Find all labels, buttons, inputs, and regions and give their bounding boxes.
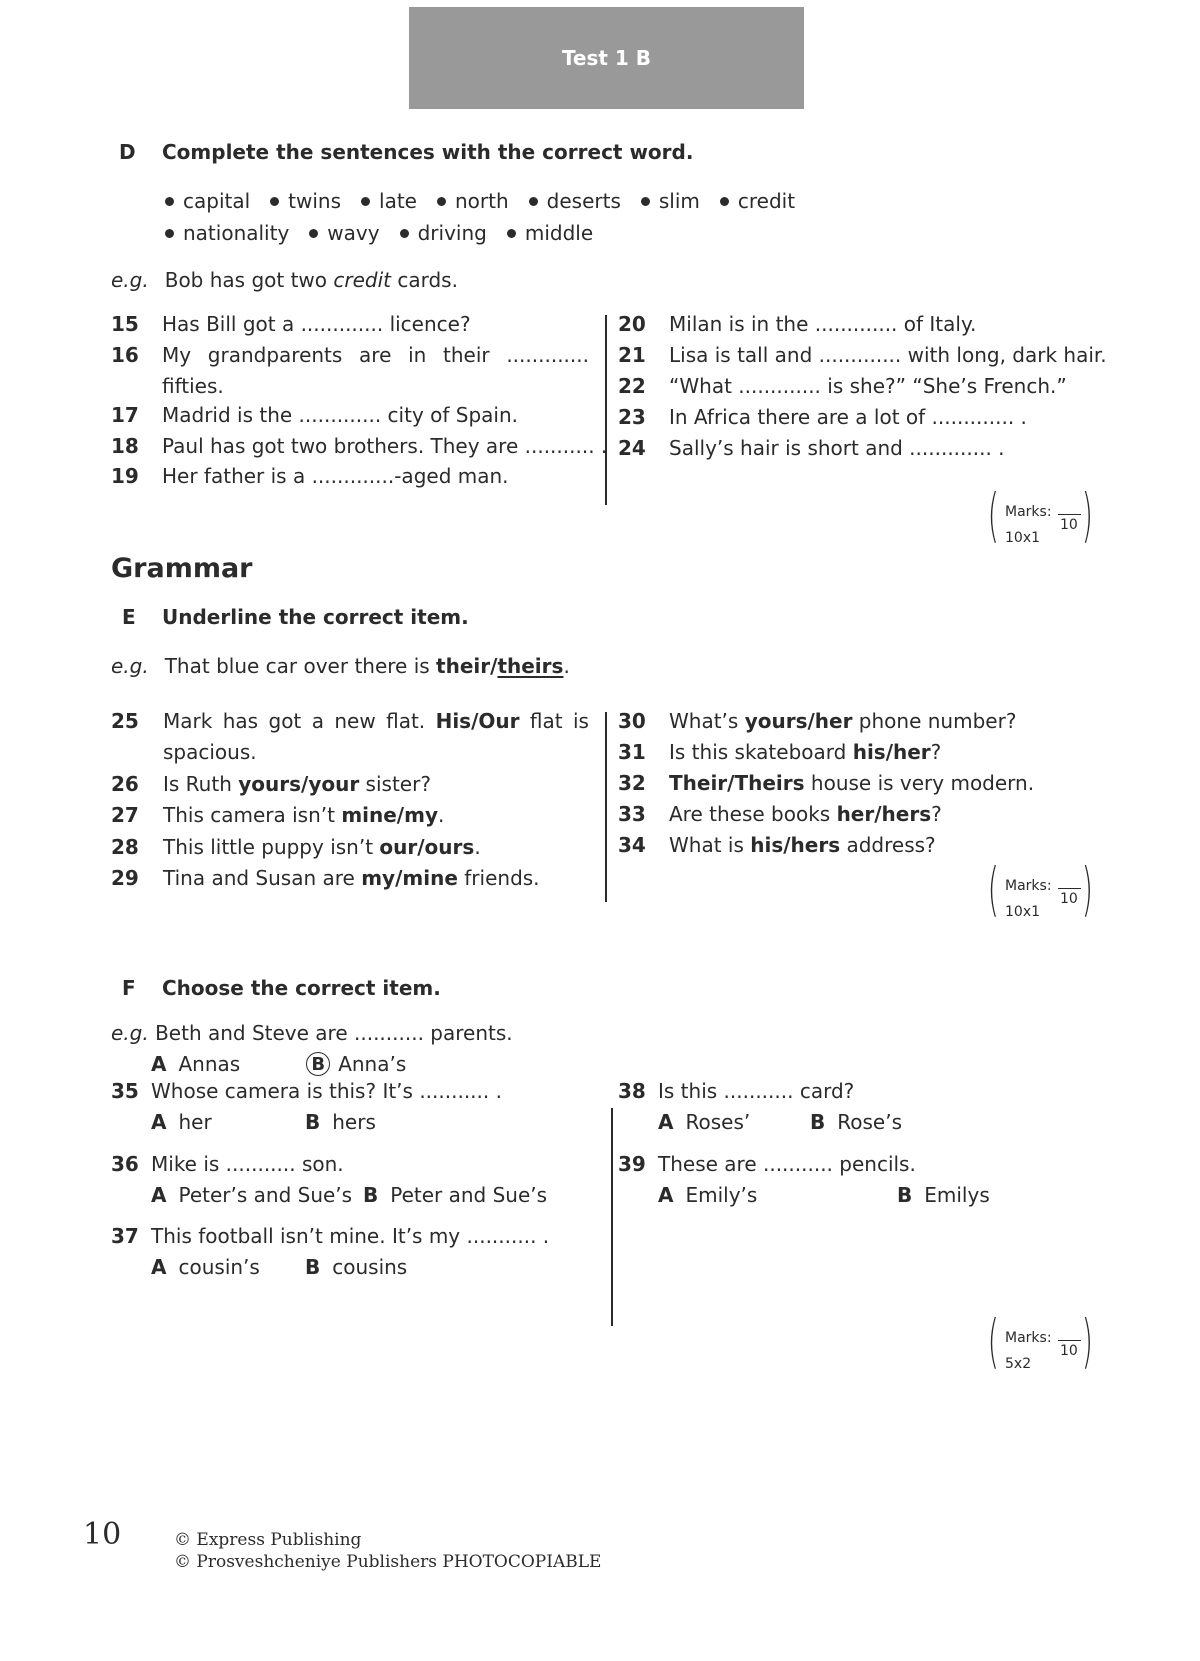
section-d-instruction: Complete the sentences with the correct word. (162, 140, 694, 164)
word-box-word: late (379, 189, 417, 213)
question-text: Is this ........... card? (658, 1079, 855, 1103)
sentence-15 (111, 308, 589, 340)
word-box-item (400, 221, 487, 245)
section-f-instruction: Choose the correct item. (162, 976, 441, 1000)
section-f-example (111, 1021, 513, 1045)
marks-close-paren: ) (1081, 855, 1093, 923)
word-box-item (507, 221, 593, 245)
word-box-word: wavy (327, 221, 380, 245)
sentence-text: This camera isn’t (163, 803, 342, 827)
word-box-item (529, 189, 621, 213)
marks-label: Marks: (1005, 504, 1052, 520)
bullet-icon (507, 229, 516, 238)
sentence-25 (111, 705, 589, 737)
option-b (810, 1106, 902, 1138)
marks-total: 10 (1060, 517, 1078, 533)
marks-count: 10x1 (1005, 530, 1041, 546)
item-number: 15 (111, 312, 139, 336)
sentence-word: ............. (506, 343, 589, 367)
sentence-34 (618, 829, 936, 861)
option-pair: my/mine (361, 866, 458, 890)
sentence-text-end: ? (930, 740, 942, 764)
word-box-item (720, 189, 795, 213)
option-b-text: Peter and Sue’s (390, 1183, 548, 1207)
option-pair: Their/Theirs (669, 771, 805, 795)
sentence-text: Is this skateboard (669, 740, 853, 764)
section-f-letter: F (122, 976, 136, 1000)
question-39 (618, 1148, 916, 1180)
question-36 (111, 1148, 344, 1180)
sentence-text-end: ? (931, 802, 942, 826)
option-b-letter: B (305, 1255, 321, 1279)
sentence-word: flat. (386, 709, 426, 733)
example-label: e.g. (111, 268, 149, 292)
option-pair: her/hers (836, 802, 932, 826)
sentence-word: has (222, 709, 259, 733)
word-box-item (437, 189, 509, 213)
sentence-20 (618, 308, 976, 340)
item-number: 25 (111, 709, 139, 733)
sentence-18 (111, 430, 608, 462)
example-text-end: cards. (391, 268, 458, 292)
marks-label: Marks: (1005, 878, 1052, 894)
bullet-icon (641, 197, 650, 206)
sentence-17 (111, 399, 589, 431)
page-number: 10 (83, 1517, 122, 1552)
sentence-31 (618, 736, 941, 768)
option-a-text: Peter’s and Sue’s (178, 1183, 353, 1207)
marks-blank (1058, 888, 1081, 889)
question-text: This football isn’t mine. It’s my ........... . (151, 1224, 550, 1248)
option-a-letter: A (151, 1110, 167, 1134)
item-number: 36 (111, 1152, 139, 1176)
marks-count: 10x1 (1005, 904, 1041, 920)
option-b-letter: B (897, 1183, 913, 1207)
option-a-letter: A (151, 1255, 167, 1279)
marks-total: 10 (1060, 891, 1078, 907)
bullet-icon (720, 197, 729, 206)
option-pair: His/Our (435, 709, 520, 733)
marks-blank (1058, 514, 1081, 515)
word-box-word: nationality (183, 221, 290, 245)
example-option-b-circled: B (306, 1052, 330, 1076)
item-number: 38 (618, 1079, 646, 1103)
word-box-word: north (455, 189, 509, 213)
sentence-text: Her father is a .............-aged man. (162, 464, 509, 488)
example-option-b: Anna’s (338, 1052, 407, 1076)
sentence-text: Tina and Susan are (163, 866, 362, 890)
example-text: Bob has got two (164, 268, 334, 292)
question-37 (111, 1220, 549, 1252)
word-box-word: slim (658, 189, 700, 213)
option-b (305, 1106, 376, 1138)
marks-total: 10 (1060, 1343, 1078, 1359)
section-d-example (111, 268, 458, 292)
question-text: These are ........... pencils. (658, 1152, 916, 1176)
column-divider (605, 315, 607, 505)
item-number: 27 (111, 803, 139, 827)
sentence-24 (618, 432, 1005, 464)
sentence-29 (111, 862, 589, 894)
sentence-text (163, 705, 589, 737)
option-a-letter: A (658, 1183, 674, 1207)
word-box-row-2 (165, 217, 815, 249)
sentence-text: Sally’s hair is short and ............. . (669, 436, 1005, 460)
bullet-icon (270, 197, 279, 206)
section-d-letter: D (119, 140, 136, 164)
option-a-text: Roses’ (685, 1110, 751, 1134)
test-title-banner (409, 7, 804, 109)
sentence-word: flat (529, 709, 563, 733)
item-number: 17 (111, 403, 139, 427)
sentence-text: What’s (669, 709, 745, 733)
word-box-word: capital (183, 189, 251, 213)
bullet-icon (309, 229, 318, 238)
test-title: Test 1 B (561, 46, 652, 70)
marks-open-paren: ( (987, 1307, 999, 1375)
sentence-26 (111, 768, 589, 800)
option-b (897, 1179, 990, 1211)
example-label: e.g. (111, 1021, 149, 1045)
sentence-text-end: . (438, 803, 445, 827)
sentence-text: This little puppy isn’t (163, 835, 380, 859)
sentence-continuation: fifties. (162, 374, 224, 398)
sentence-23 (618, 401, 1027, 433)
option-pair: yours/your (238, 772, 360, 796)
sentence-text-end: address? (840, 833, 936, 857)
example-option-a: Annas (178, 1052, 241, 1076)
sentence-text-end: sister? (359, 772, 431, 796)
option-pair: yours/her (744, 709, 853, 733)
marks-label: Marks: (1005, 1330, 1052, 1346)
sentence-word: My (162, 343, 192, 367)
marks-open-paren: ( (987, 481, 999, 549)
item-number: 21 (618, 343, 646, 367)
sentence-word: in (408, 343, 427, 367)
item-number: 30 (618, 709, 646, 733)
sentence-text: Milan is in the ............. of Italy. (669, 312, 977, 336)
sentence-text-end: friends. (457, 866, 540, 890)
sentence-text (162, 339, 589, 371)
option-pair: our/ours (379, 835, 475, 859)
item-number: 19 (111, 464, 139, 488)
word-box-item (165, 189, 250, 213)
sentence-19 (111, 460, 589, 492)
word-box-word: twins (288, 189, 342, 213)
sentence-16 (111, 339, 589, 371)
item-number: 20 (618, 312, 646, 336)
marks-close-paren: ) (1081, 481, 1093, 549)
example-word: credit (333, 268, 391, 292)
option-a-letter: A (658, 1110, 674, 1134)
sentence-27 (111, 799, 589, 831)
item-number: 18 (111, 434, 139, 458)
sentence-28 (111, 831, 589, 863)
marks-close-paren: ) (1081, 1307, 1093, 1375)
option-b (305, 1251, 407, 1283)
example-label: e.g. (111, 654, 149, 678)
item-number: 34 (618, 833, 646, 857)
option-b-text: Rose’s (837, 1110, 902, 1134)
option-b-text: Emilys (924, 1183, 990, 1207)
option-pair: mine/my (341, 803, 438, 827)
option-b-letter: B (363, 1183, 379, 1207)
example-text-end: . (563, 654, 570, 678)
marks-count: 5x2 (1005, 1356, 1032, 1372)
sentence-21 (618, 339, 1107, 371)
option-pair: his/her (852, 740, 931, 764)
section-e-example (111, 654, 570, 678)
sentence-word: Mark (163, 709, 213, 733)
sentence-word: got (268, 709, 302, 733)
item-number: 28 (111, 835, 139, 859)
item-number: 33 (618, 802, 646, 826)
bullet-icon (361, 197, 370, 206)
sentence-text: What is (669, 833, 751, 857)
item-number: 31 (618, 740, 646, 764)
word-box-item (361, 189, 417, 213)
bullet-icon (400, 229, 409, 238)
question-38 (618, 1075, 854, 1107)
item-number: 29 (111, 866, 139, 890)
option-a (658, 1106, 750, 1138)
word-box-row-1 (165, 185, 815, 217)
bullet-icon (165, 229, 174, 238)
example-text: That blue car over there is (164, 654, 437, 678)
word-box-word: driving (417, 221, 487, 245)
option-b-text: cousins (332, 1255, 408, 1279)
sentence-word: is (573, 709, 589, 733)
item-number: 22 (618, 374, 646, 398)
word-box-word: credit (737, 189, 796, 213)
example-option-1: their/ (436, 654, 498, 678)
option-a-text: Emily’s (685, 1183, 758, 1207)
sentence-word: grandparents (207, 343, 343, 367)
word-box-word: deserts (546, 189, 621, 213)
word-box-item (270, 189, 341, 213)
option-a (658, 1179, 757, 1211)
item-number: 37 (111, 1224, 139, 1248)
question-text: Whose camera is this? It’s ........... . (151, 1079, 502, 1103)
sentence-text: Is Ruth (163, 772, 239, 796)
option-a (151, 1179, 352, 1211)
option-a-text: cousin’s (178, 1255, 260, 1279)
option-b-letter: B (305, 1110, 321, 1134)
option-a-text: her (178, 1110, 212, 1134)
item-number: 16 (111, 343, 139, 367)
copyright-line-1: © Express Publishing (174, 1530, 362, 1550)
sentence-word: a (311, 709, 324, 733)
item-number: 23 (618, 405, 646, 429)
sentence-text-end: . (474, 835, 481, 859)
item-number: 32 (618, 771, 646, 795)
sentence-text: Madrid is the ............. city of Spain. (162, 403, 519, 427)
section-f-marks (987, 1307, 1098, 1378)
section-e-instruction: Underline the correct item. (162, 605, 469, 629)
option-b (363, 1179, 547, 1211)
question-35 (111, 1075, 502, 1107)
section-f-example-options (151, 1052, 406, 1076)
option-b-text: hers (332, 1110, 376, 1134)
sentence-word: their (443, 343, 490, 367)
sentence-text-end: phone number? (852, 709, 1017, 733)
option-a (151, 1106, 212, 1138)
marks-blank (1058, 1340, 1081, 1341)
sentence-word: are (359, 343, 392, 367)
sentence-text: Are these books (669, 802, 837, 826)
section-d-marks (987, 481, 1098, 552)
sentence-text: Paul has got two brothers. They are ........... . (162, 434, 608, 458)
sentence-22 (618, 370, 1067, 402)
sentence-text-end: house is very modern. (804, 771, 1035, 795)
section-e-letter: E (122, 605, 136, 629)
word-box-item (641, 189, 700, 213)
sentence-word: new (334, 709, 376, 733)
example-option-a-letter: A (151, 1052, 167, 1076)
sentence-30 (618, 705, 1016, 737)
section-e-marks (987, 855, 1098, 926)
item-number: 39 (618, 1152, 646, 1176)
option-pair: his/hers (750, 833, 841, 857)
option-a (151, 1251, 260, 1283)
item-number: 26 (111, 772, 139, 796)
word-box-item (309, 221, 379, 245)
marks-open-paren: ( (987, 855, 999, 923)
sentence-text: In Africa there are a lot of ............. . (669, 405, 1027, 429)
sentence-text: “What ............. is she?” “She’s French.” (669, 374, 1067, 398)
word-box-word: middle (524, 221, 594, 245)
bullet-icon (165, 197, 174, 206)
grammar-heading: Grammar (111, 553, 253, 584)
question-text: Mike is ........... son. (151, 1152, 344, 1176)
sentence-continuation: spacious. (163, 740, 257, 764)
copyright-line-2: © Prosveshcheniye Publishers PHOTOCOPIABLE (174, 1552, 602, 1572)
bullet-icon (437, 197, 446, 206)
example-option-2-underlined: theirs (497, 654, 564, 678)
sentence-32 (618, 767, 1034, 799)
option-a-letter: A (151, 1183, 167, 1207)
sentence-text: Lisa is tall and ............. with long, dark hair. (669, 343, 1107, 367)
word-box-item (165, 221, 289, 245)
sentence-33 (618, 798, 942, 830)
item-number: 35 (111, 1079, 139, 1103)
column-divider (611, 1108, 613, 1326)
option-b-letter: B (810, 1110, 826, 1134)
sentence-text: Has Bill got a ............. licence? (162, 312, 471, 336)
item-number: 24 (618, 436, 646, 460)
word-box (165, 185, 815, 249)
example-text: Beth and Steve are ........... parents. (148, 1021, 513, 1045)
bullet-icon (529, 197, 538, 206)
column-divider (605, 712, 607, 902)
